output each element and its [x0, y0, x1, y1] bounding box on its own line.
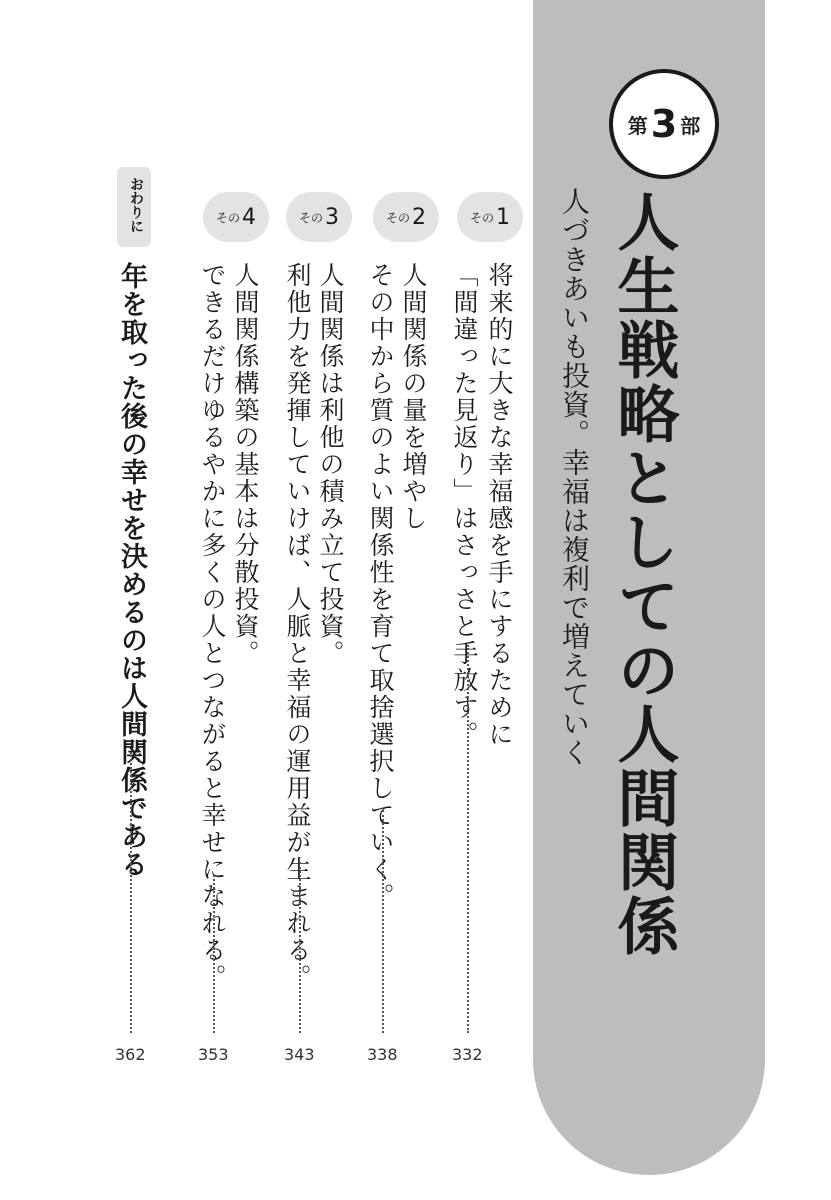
part-label-suffix: 部	[680, 113, 701, 138]
toc-entry-2-line-1[interactable]: 人間関係の量を増やし	[399, 262, 428, 532]
leader-dots	[299, 862, 301, 1033]
ending-badge-label: おわりに	[128, 177, 144, 233]
section-badge-prefix: その	[215, 210, 240, 225]
page-number-4: 353	[198, 1045, 229, 1064]
part-number: 3	[650, 102, 678, 146]
leader-dots	[130, 752, 132, 1033]
leader-dots	[382, 810, 384, 1033]
toc-entry-ending[interactable]: 年を取った後の幸せを決めるのは人間関係である	[116, 262, 147, 878]
part-subtitle: 人づきあいも投資。幸福は複利で増えていく	[558, 187, 591, 767]
page-number-1: 332	[452, 1045, 483, 1064]
section-badge-prefix: その	[298, 210, 323, 225]
section-badge-number: 4	[242, 204, 256, 230]
page-number-3: 343	[284, 1045, 315, 1064]
toc-entry-4-line-1[interactable]: 人間関係構築の基本は分散投資。	[231, 262, 260, 667]
section-badge-prefix: その	[385, 210, 410, 225]
ending-badge	[117, 167, 151, 247]
page-number-2: 338	[367, 1045, 398, 1064]
section-badge-3	[286, 192, 352, 242]
section-badge-2	[373, 192, 439, 242]
toc-entry-1-line-1[interactable]: 将来的に大きな幸福感を手にするために	[485, 262, 514, 748]
section-badge-number: 2	[412, 204, 426, 230]
toc-entry-4-line-2[interactable]: できるだけゆるやかに多くの人とつながると幸せになれる。	[198, 262, 227, 991]
part-number-badge	[609, 69, 719, 179]
leader-dots	[467, 645, 469, 1033]
part-label-prefix: 第	[627, 113, 648, 138]
part-title: 人生戦略としての人間関係	[607, 190, 680, 958]
toc-entry-3-line-2[interactable]: 利他力を発揮していけば、人脈と幸福の運用益が生まれる。	[283, 262, 312, 991]
section-badge-prefix: その	[469, 210, 494, 225]
leader-dots	[213, 875, 215, 1033]
section-badge-4	[203, 192, 269, 242]
page-number-ending: 362	[115, 1045, 146, 1064]
section-badge-number: 3	[325, 204, 339, 230]
toc-entry-2-line-2[interactable]: その中から質のよい関係性を育て取捨選択していく。	[366, 262, 395, 910]
toc-entry-1-line-2[interactable]: 「間違った見返り」はさっさと手放す。	[450, 262, 479, 748]
section-badge-number: 1	[496, 204, 510, 230]
toc-entry-3-line-1[interactable]: 人間関係は利他の積み立て投資。	[316, 262, 345, 667]
section-badge-1	[457, 192, 523, 242]
